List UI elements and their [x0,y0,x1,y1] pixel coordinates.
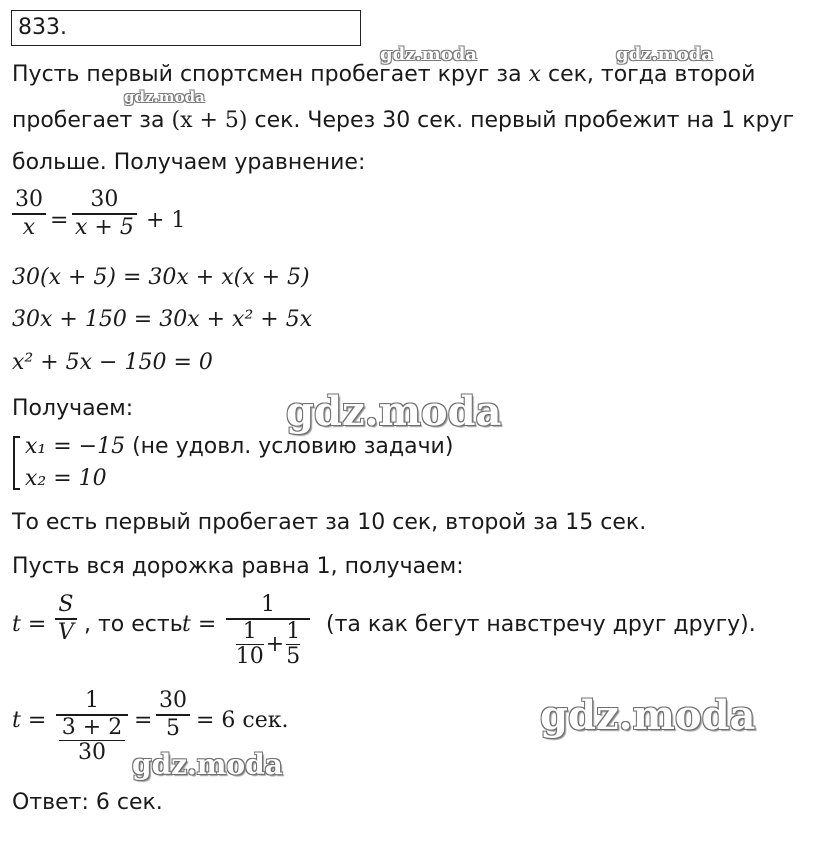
equals-sign: = [50,208,69,233]
step-3: x² + 5x − 150 = 0 [12,350,213,375]
formula-lhs: t = [12,612,47,637]
answer: Ответ: 6 сек. [12,790,163,815]
final-complex-fraction: 1 3 + 2 30 [56,688,128,765]
step-1: 30(x + 5) = 30x + x(x + 5) [12,265,310,290]
watermark-logo: gdz.moda [286,388,502,435]
fraction-30-over-x: 30 x [12,187,46,241]
watermark-logo: gdz.moda [540,692,756,739]
watermark-logo: gdz.moda [124,88,205,106]
intro-line-2: пробегает за (x + 5) сек. Через 30 сек. первый пробежит на 1 круг [12,108,795,133]
formula-mid: , то есть [84,612,183,637]
plus-one: + 1 [146,208,186,233]
watermark-logo: gdz.moda [132,748,283,781]
fraction-one-over-sum: 1 1 10 + 1 5 [226,592,310,669]
root-1: x₁ = −15 (не удовл. условию задачи) [25,434,454,459]
formula-note: (та как бегут навстречу друг другу). [326,612,756,637]
fraction-30-over-x-plus-5: 30 x + 5 [72,187,137,241]
formula-t2: t = [182,612,217,637]
system-brace [13,436,20,490]
intro-line-1: Пусть первый спортсмен пробегает круг за x сек, тогда второй [12,62,756,87]
watermark-logo: gdz.moda [616,44,713,65]
obtain-label: Получаем: [12,396,134,421]
problem-number: 833. [11,10,361,46]
watermark-logo: gdz.moda [380,44,477,65]
intro-line-3: больше. Получаем уравнение: [12,150,366,175]
fraction-30-over-5: 30 5 [156,688,190,742]
final-lhs: t = [12,708,47,733]
track-line: Пусть вся дорожка равна 1, получаем: [12,554,464,579]
fraction-s-over-v: S V [55,592,77,646]
final-equals: = [134,708,153,733]
final-result: = 6 сек. [196,708,289,733]
step-2: 30x + 150 = 30x + x² + 5x [12,307,313,332]
conclusion: То есть первый пробегает за 10 сек, второй за 15 сек. [12,510,647,535]
root-2: x₂ = 10 [25,466,107,491]
